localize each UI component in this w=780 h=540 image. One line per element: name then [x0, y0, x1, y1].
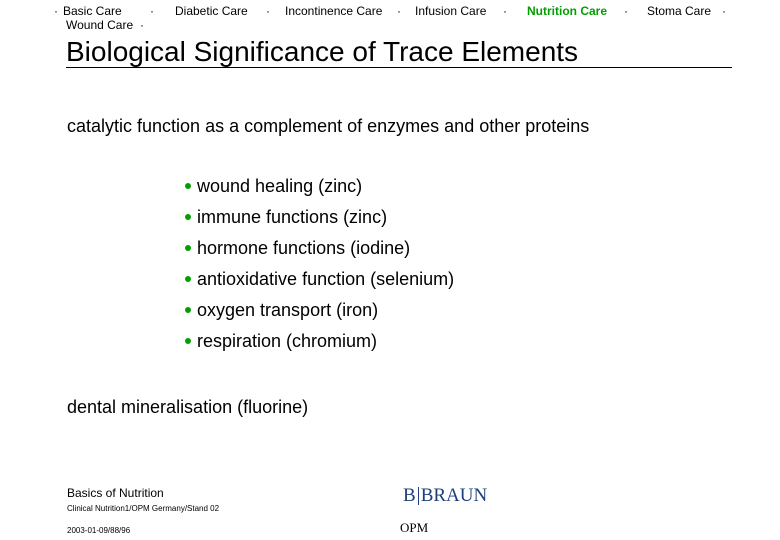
nav-separator: · [503, 4, 507, 18]
green-dot-icon [185, 245, 191, 251]
dental-statement: dental mineralisation (fluorine) [67, 397, 309, 417]
nav-separator: · [150, 4, 154, 18]
footer-subtitle: Clinical Nutrition1/OPM Germany/Stand 02 [67, 504, 220, 513]
list-item [180, 237, 454, 268]
nav-separator: · [722, 4, 726, 18]
list-item [180, 175, 454, 206]
green-dot-icon [185, 307, 191, 313]
nav-link-infusion-care[interactable]: Infusion Care [415, 4, 487, 18]
list-item-text: respiration (chromium) [197, 331, 378, 351]
nav-separator: · [54, 4, 58, 18]
green-dot-icon [185, 338, 191, 344]
logo-divider [418, 487, 419, 505]
nav-separator: · [266, 4, 270, 18]
nav-link-stoma-care[interactable]: Stoma Care [647, 4, 712, 18]
list-item-text: antioxidative function (selenium) [197, 269, 455, 289]
opm-label: OPM [400, 520, 429, 535]
title-underline [66, 67, 732, 68]
nav-link-wound-care[interactable]: Wound Care [66, 18, 134, 32]
list-item-text: oxygen transport (iron) [197, 300, 379, 320]
footer-info [67, 486, 219, 536]
green-dot-icon [185, 214, 191, 220]
lead-statement: catalytic function as a complement of enzymes and other proteins [67, 116, 590, 136]
list-item-text: immune functions (zinc) [197, 207, 388, 227]
footer-date: 2003-01-09/88/96 [67, 526, 131, 535]
nav-separator: · [140, 18, 144, 32]
nav-separator: · [624, 4, 628, 18]
nav-link-diabetic-care[interactable]: Diabetic Care [175, 4, 248, 18]
logo-wordmark: BRAUN [420, 485, 488, 506]
list-item-text: hormone functions (iodine) [197, 238, 411, 258]
green-dot-icon [185, 276, 191, 282]
list-item [180, 206, 454, 237]
footer-title: Basics of Nutrition [67, 486, 164, 500]
bbraun-logo [403, 485, 487, 507]
page-title: Biological Significance of Trace Elements [66, 36, 579, 67]
green-dot-icon [185, 183, 191, 189]
logo-letter: B [403, 485, 416, 506]
list-item [180, 330, 454, 361]
nav-separator: · [397, 4, 401, 18]
list-item [180, 268, 454, 299]
function-list [180, 175, 454, 361]
nav-link-nutrition-care[interactable]: Nutrition Care [527, 4, 608, 18]
list-item [180, 299, 454, 330]
nav-link-incontinence-care[interactable]: Incontinence Care [285, 4, 383, 18]
list-item-text: wound healing (zinc) [197, 176, 363, 196]
nav-link-basic-care[interactable]: Basic Care [63, 4, 122, 18]
